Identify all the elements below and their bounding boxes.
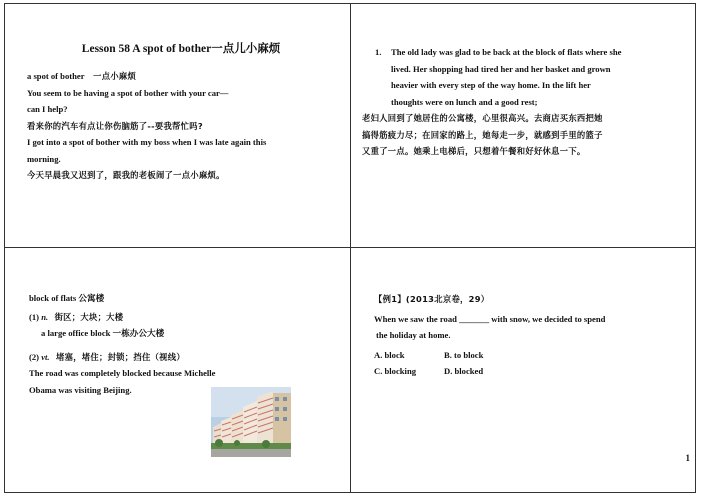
- phrase-cn: 一点小麻烦: [93, 71, 137, 81]
- passage-cn-2: 搞得筋疲力尽；在回家的路上，她每走一步，就感到手里的篮子: [362, 129, 603, 140]
- def-2-pos: vt.: [41, 351, 50, 362]
- option-a: A. block: [374, 349, 405, 360]
- vertical-divider: [350, 3, 351, 493]
- slide-1-title: Lesson 58 A spot of bother一点儿小麻烦: [81, 43, 281, 55]
- example-2-en-b: morning.: [27, 153, 61, 164]
- slide-3: [29, 290, 329, 398]
- example-2-cn: 今天早晨我又迟到了，跟我的老板闹了一点小麻烦。: [27, 170, 225, 180]
- example-1-en-a: You seem to be having a spot of bother with your car—: [27, 87, 229, 98]
- question-line-b: the holiday at home.: [376, 330, 451, 340]
- def-1-number: (1): [29, 311, 40, 322]
- slide-4: [374, 291, 674, 380]
- def-2-cn: 堵塞，堵住；封锁；挡住（视线）: [56, 351, 185, 362]
- question-line-a: When we saw the road _______ with snow, we decided to spend: [374, 313, 606, 324]
- passage-en-3: heavier with every step of the way home. In the lift her: [391, 80, 591, 90]
- def-2-example-a: The road was completely blocked because Michelle: [29, 368, 216, 378]
- phrase-line: [27, 68, 327, 85]
- example-1-en-b: can I help?: [27, 104, 68, 114]
- horizontal-divider: [4, 247, 696, 248]
- passage-en-1: The old lady was glad to be back at the block of flats where she: [391, 47, 622, 57]
- def-1-cn: 街区；大块；大楼: [54, 311, 124, 322]
- vocab-heading: block of flats 公寓楼: [29, 293, 105, 303]
- definition-1: [29, 309, 329, 326]
- option-c: C. blocking: [374, 366, 417, 376]
- apartment-image: [211, 387, 291, 457]
- def-1-pos: n.: [41, 311, 49, 322]
- apartment-photo: [211, 387, 291, 457]
- passage-en-4: thoughts were on lunch and a good rest;: [391, 96, 538, 107]
- example-2-en-a: I got into a spot of bother with my boss when I was late again this: [27, 137, 267, 147]
- def-2-example-b: Obama was visiting Beijing.: [29, 384, 132, 395]
- options-row-2: [374, 363, 674, 380]
- page-number: 1: [685, 453, 690, 463]
- passage-cn-3: 又重了一点。她乘上电梯后，只想着午餐和好好休息一下。: [362, 146, 586, 156]
- slide-2: [362, 44, 675, 160]
- options-row-1: [374, 347, 674, 364]
- passage-cn-1: 老妇人回到了她居住的公寓楼，心里很高兴。去商店买东西把她: [362, 113, 603, 123]
- passage-en-2: lived. Her shopping had tired her and her basket and grown: [391, 63, 611, 74]
- passage-line-1: [375, 44, 675, 61]
- definition-2: [29, 349, 329, 366]
- slide-1: [27, 40, 327, 184]
- def-2-number: (2): [29, 351, 40, 362]
- item-number: 1.: [375, 47, 382, 57]
- option-b: B. to block: [444, 349, 484, 360]
- example-1-cn: 看来你的汽车有点让你伤脑筋了--要我帮忙吗?: [27, 120, 203, 131]
- def-1-example: a large office block 一栋办公大楼: [41, 328, 165, 338]
- phrase-en: a spot of bother: [27, 71, 85, 81]
- example-label: 【例1】(2013北京卷，29）: [374, 294, 490, 304]
- option-d: D. blocked: [444, 366, 484, 376]
